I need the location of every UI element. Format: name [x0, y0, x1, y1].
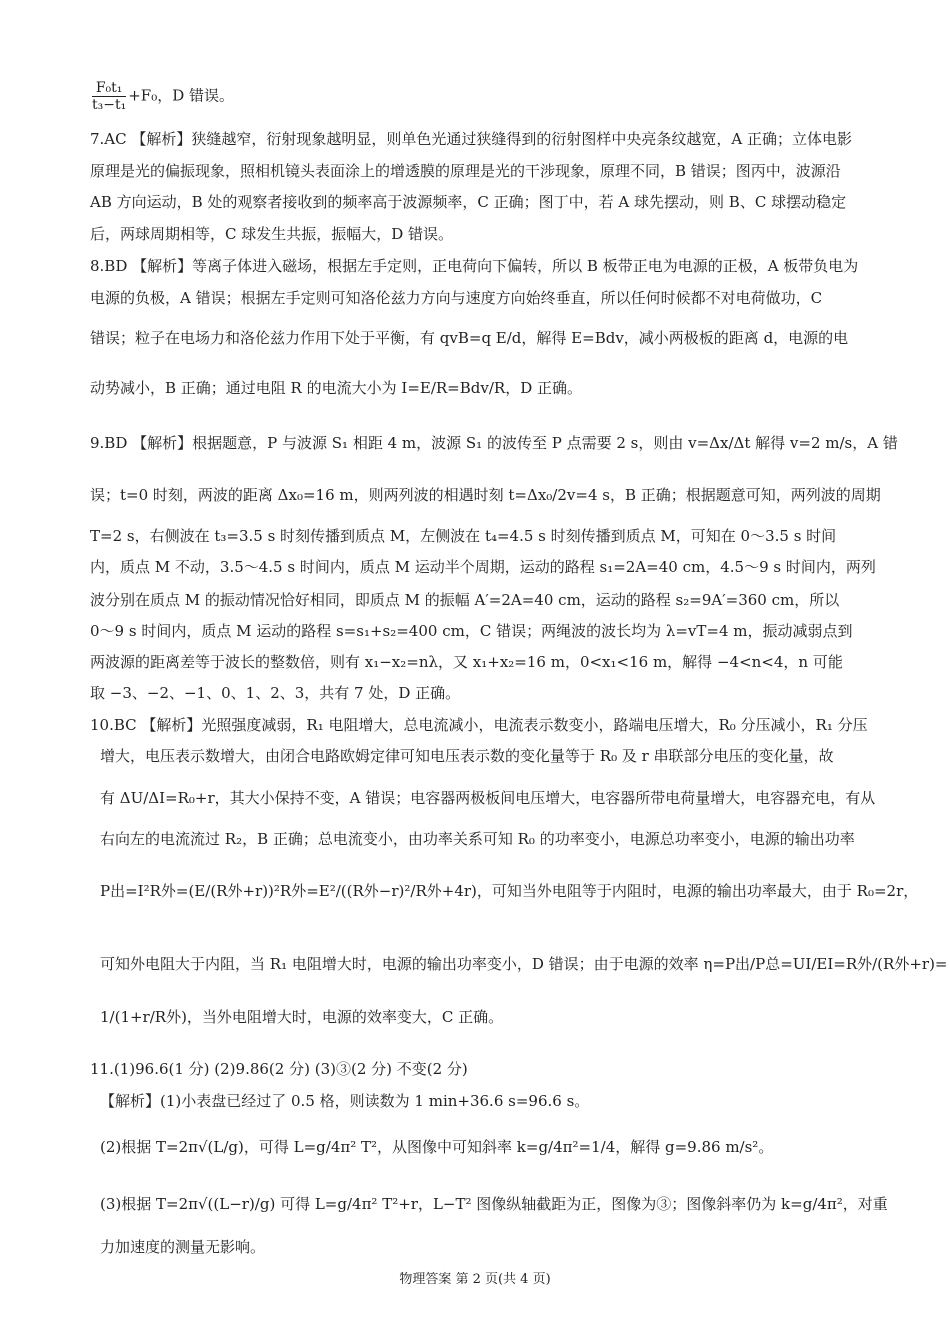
q7-line-4: 后，两球周期相等，C 球发生共振，振幅大，D 错误。: [90, 225, 454, 243]
q10-line-6: 可知外电阻大于内阻，当 R₁ 电阻增大时，电源的输出功率变小，D 错误；由于电源的效率 η=P出/P总=UI/EI=R外/(R外+r)=: [100, 955, 948, 973]
q9-line-3: T=2 s，右侧波在 t₃=3.5 s 时刻传播到质点 M，左侧波在 t₄=4.5 s 时刻传播到质点 M，可知在 0～3.5 s 时间: [90, 527, 837, 545]
q9-line-1: 9.BD 【解析】根据题意，P 与波源 S₁ 相距 4 m，波源 S₁ 的波传至 P 点需要 2 s，则由 v=Δx/Δt 解得 v=2 m/s，A 错: [90, 434, 898, 452]
q8-line-2: 电源的负极，A 错误；根据左手定则可知洛伦兹力方向与速度方向始终垂直，所以任何时候都不对电荷做功，C: [90, 289, 823, 307]
q11-line-4: 力加速度的测量无影响。: [100, 1238, 266, 1256]
q10-line-3: 有 ΔU/ΔI=R₀+r，其大小保持不变，A 错误；电容器两极板间电压增大，电容器所带电荷量增大，电容器充电，有从: [100, 789, 876, 807]
q8-line-4: 动势减小，B 正确；通过电阻 R 的电流大小为 I=E/R=Bdv/R，D 正确。: [90, 379, 582, 397]
q9-line-6: 0～9 s 时间内，质点 M 运动的路程 s=s₁+s₂=400 cm，C 错误；两绳波的波长均为 λ=vT=4 m，振动减弱点到: [90, 622, 853, 640]
q9-line-7: 两波源的距离差等于波长的整数倍，则有 x₁−x₂=nλ，又 x₁+x₂=16 m，0<x₁<16 m，解得 −4<n<4，n 可能: [90, 653, 843, 671]
q7-line-3: AB 方向运动，B 处的观察者接收到的频率高于波源频率，C 正确；图丁中，若 A 球先摆动，则 B、C 球摆动稳定: [90, 193, 847, 211]
top-fraction-line: $\frac{\text{F₀t₁}}{\text{t₃−t₁}}$ +F₀，D 错误。: [92, 80, 235, 113]
q9-line-5: 波分别在质点 M 的振动情况恰好相同，即质点 M 的振幅 A′=2A=40 cm，运动的路程 s₂=9A′=360 cm，所以: [90, 591, 840, 609]
q11-line-1: 【解析】(1)小表盘已经过了 0.5 格，则读数为 1 min+36.6 s=96.6 s。: [100, 1092, 590, 1110]
fraction: $\frac{\text{F₀t₁}}{\text{t₃−t₁}}$: [92, 80, 127, 113]
q10-line-1: 10.BC 【解析】光照强度减弱，R₁ 电阻增大，总电流减小，电流表示数变小，路端电压增大，R₀ 分压减小，R₁ 分压: [90, 716, 868, 734]
q9-line-8: 取 −3、−2、−1、0、1、2、3，共有 7 处，D 正确。: [90, 684, 461, 702]
q8-line-1: 8.BD 【解析】等离子体进入磁场，根据左手定则，正电荷向下偏转，所以 B 板带正电为电源的正极，A 板带负电为: [90, 257, 859, 275]
q9-line-4: 内，质点 M 不动，3.5～4.5 s 时间内，质点 M 运动半个周期，运动的路程 s₁=2A=40 cm，4.5～9 s 时间内，两列: [90, 558, 876, 576]
q11-answer-line: 11.(1)96.6(1 分) (2)9.86(2 分) (3)③(2 分) 不变(2 分): [90, 1060, 468, 1078]
q10-line-5: P出=I²R外=(E/(R外+r))²R外=E²/((R外−r)²/R外+4r)，可知当外电阻等于内阻时，电源的输出功率最大，由于 R₀=2r，: [100, 882, 919, 900]
q10-line-7: 1/(1+r/R外)，当外电阻增大时，电源的效率变大，C 正确。: [100, 1008, 504, 1026]
q10-line-4: 右向左的电流流过 R₂，B 正确；总电流变小，由功率关系可知 R₀ 的功率变小，电源总功率变小，电源的输出功率: [100, 830, 855, 848]
q7-line-2: 原理是光的偏振现象，照相机镜头表面涂上的增透膜的原理是光的干涉现象，原理不同，B 错误；图丙中，波源沿: [90, 162, 841, 180]
q8-line-3: 错误；粒子在电场力和洛伦兹力作用下处于平衡，有 qvB=q E/d，解得 E=Bdv，减小两极板的距离 d，电源的电: [90, 329, 849, 347]
q11-line-2: (2)根据 T=2π√(L/g)，可得 L=g/4π² T²，从图像中可知斜率 k=g/4π²=1/4，解得 g=9.86 m/s²。: [100, 1138, 774, 1156]
q10-line-2: 增大，电压表示数增大，由闭合电路欧姆定律可知电压表示数的变化量等于 R₀ 及 r 串联部分电压的变化量，故: [100, 747, 834, 765]
page-footer: 物理答案 第 2 页(共 4 页): [399, 1272, 551, 1287]
q9-line-2: 误；t=0 时刻，两波的距离 Δx₀=16 m，则两列波的相遇时刻 t=Δx₀/2v=4 s，B 正确；根据题意可知，两列波的周期: [90, 486, 881, 504]
q7-line-1: 7.AC 【解析】狭缝越窄，衍射现象越明显，则单色光通过狭缝得到的衍射图样中央亮条纹越宽，A 正确；立体电影: [90, 130, 852, 148]
q11-line-3: (3)根据 T=2π√((L−r)/g) 可得 L=g/4π² T²+r，L−T² 图像纵轴截距为正，图像为③；图像斜率仍为 k=g/4π²，对重: [100, 1195, 888, 1213]
